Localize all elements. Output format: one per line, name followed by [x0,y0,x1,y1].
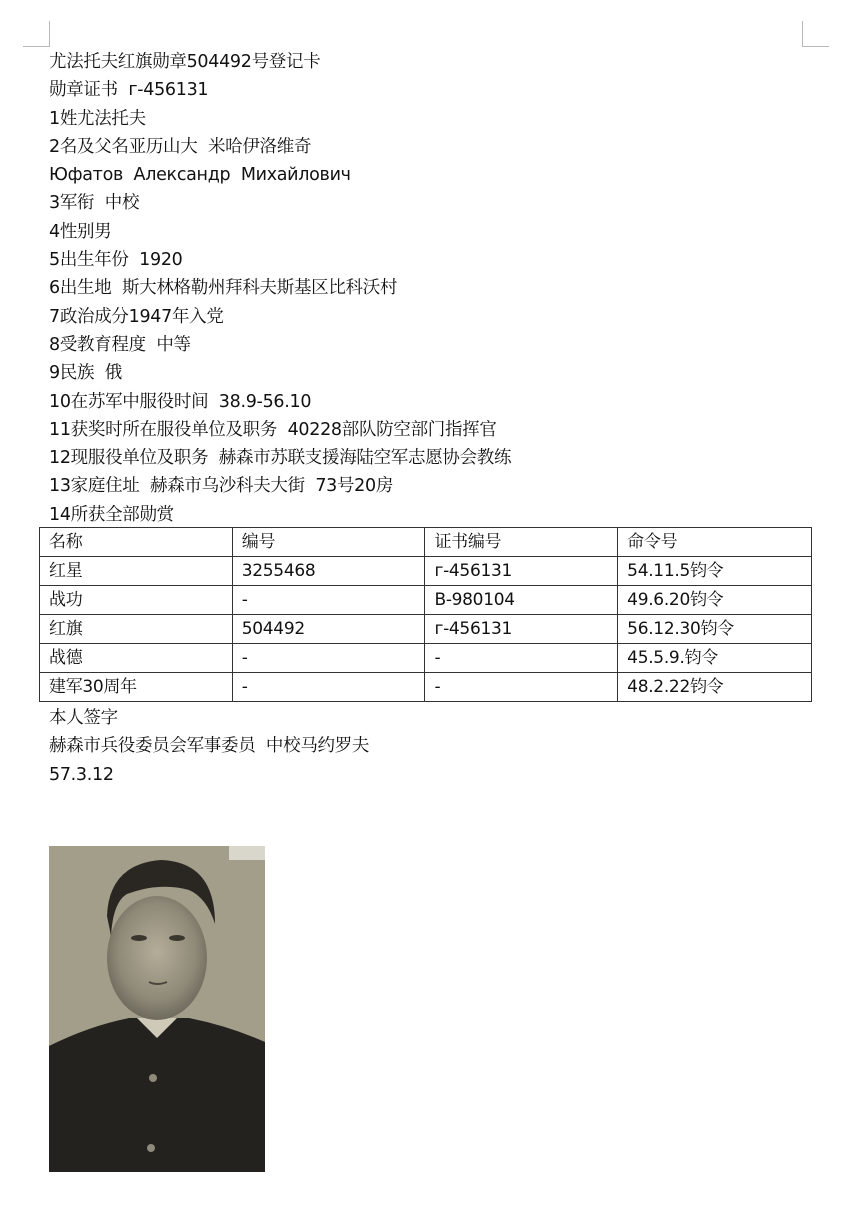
header-cell: 名称 [40,528,233,557]
field-name-patronymic: 2名及父名亚历山大 米哈伊洛维奇 [49,136,312,157]
table-cell: - [232,673,425,702]
table-cell: г-456131 [425,557,618,586]
portrait-photo [49,846,265,1172]
field-name-russian: Юфатов Александр Михайлович [49,165,351,186]
table-cell: - [425,673,618,702]
table-cell: 战德 [40,644,233,673]
table-cell: 3255468 [232,557,425,586]
document-title: 尤法托夫红旗勋章504492号登记卡 [49,52,321,72]
field-birth-year: 5出生年份 1920 [49,250,183,271]
table-cell: - [232,586,425,615]
signer-name: 赫森市兵役委员会军事委员 中校马约罗夫 [49,736,370,757]
document-body [49,48,511,529]
table-cell: 56.12.30钧令 [618,615,812,644]
header-cell: 证书编号 [425,528,618,557]
table-cell: 45.5.9.钧令 [618,644,812,673]
field-nationality: 9民族 俄 [49,363,122,384]
field-current-unit: 12现服役单位及职务 赫森市苏联支援海陆空军志愿协会教练 [49,448,512,469]
field-service-period: 10在苏军中服役时间 38.9-56.10 [49,391,312,412]
table-cell: 49.6.20钧令 [618,586,812,615]
page-corner-mark-top-right [802,21,829,47]
field-home-address: 13家庭住址 赫森市乌沙科夫大街 73号20房 [49,476,394,497]
table-cell: - [425,644,618,673]
page-corner-mark-top-left [23,21,50,47]
awards-table [39,527,812,702]
header-cell: 命令号 [618,528,812,557]
table-cell: - [232,644,425,673]
table-row [40,586,812,615]
table-cell: 红星 [40,557,233,586]
field-all-awards: 14所获全部勋赏 [49,504,174,525]
table-header-row [40,528,812,557]
field-sex: 4性别男 [49,221,112,242]
field-party: 7政治成分1947年入党 [49,306,224,327]
certificate-number: 勋章证书 г-456131 [49,80,209,101]
portrait-image [49,846,265,1172]
table-row [40,673,812,702]
table-row [40,644,812,673]
table-cell: 建军30周年 [40,673,233,702]
table-row [40,615,812,644]
signature-block [49,704,369,789]
table-cell: 48.2.22钧令 [618,673,812,702]
header-cell: 编号 [232,528,425,557]
signature-date: 57.3.12 [49,764,114,785]
table-cell: 战功 [40,586,233,615]
table-cell: г-456131 [425,615,618,644]
field-education: 8受教育程度 中等 [49,334,191,355]
table-cell: 54.11.5钧令 [618,557,812,586]
field-rank: 3军衔 中校 [49,193,140,214]
table-cell: 红旗 [40,615,233,644]
field-surname: 1姓尤法托夫 [49,108,146,129]
signature-label: 本人签字 [49,708,118,728]
table-row [40,557,812,586]
field-unit-at-award: 11获奖时所在服役单位及职务 40228部队防空部门指挥官 [49,419,497,440]
field-birthplace: 6出生地 斯大林格勒州拜科夫斯基区比科沃村 [49,278,398,299]
table-cell: 504492 [232,615,425,644]
table-cell: В-980104 [425,586,618,615]
